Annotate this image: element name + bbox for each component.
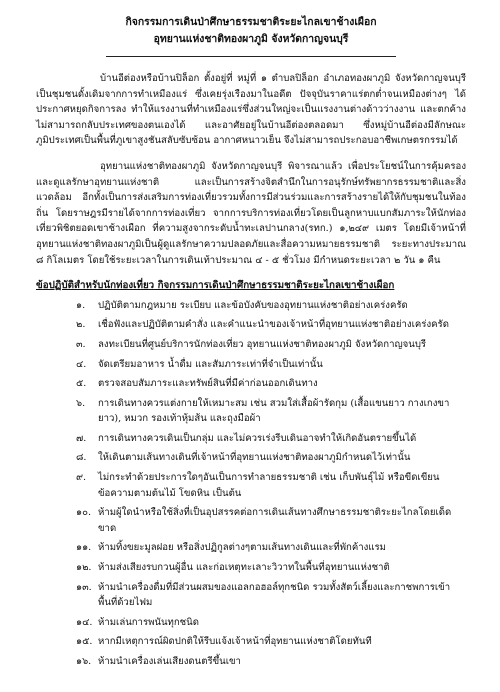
rule-text: จัดเตรียมอาหาร น้ำดื่ม และสัมภาระเท่าที่จำเป็นเท่านั้น — [98, 358, 323, 370]
park-paragraph: อุทยานแห่งชาติทองผาภูมิ จังหวัดกาญจนบุรี พิจารณาแล้ว เพื่อประโยชน์ในการคุ้มครองและดูแลรักษาอุทยานแห่งชาติ และเป็นการสร้างจิตสำนึกในการอนุรักษ์ทรัพยากรธรรมชาติและสิ่งแวดล้อม อีกทั้งเป็นการส่งเสริมการท่องเที่ยวรวมทั้งการมีส่วนร่วมและการสร้างรายได้ให้กับชุมชนในท้องถิ่น โดยราษฎรมีรายได้จากการท่องเที่ยว จากการบริการท่องเที่ยวโดยเป็นลูกหาบแบกสัมภาระให้นักท่องเที่ยวพิชิตยอดเขาช้างเผือก ที่ความสูงจากระดับน้ำทะเลปานกลาง(รทก.) ๑,๒๔๙ เมตร โดยมีเจ้าหน้าที่อุทยานแห่งชาติทองผาภูมิเป็นผู้ดูแลรักษาความปลอดภัยและสื่อความหมายธรรมชาติ ระยะทางประมาณ ๘ กิโลเมตร โดยใช้ระยะเวลาในการเดินเท้าประมาณ ๔ - ๕ ชั่วโมง มีกำหนดระยะเวลา ๒ วัน ๑ คืน — [36, 160, 466, 266]
rule-item — [76, 580, 466, 611]
rule-number: ๑๕. — [76, 636, 93, 648]
rule-item — [76, 540, 466, 556]
rule-item — [76, 298, 466, 314]
title-line-2: อุทยานแห่งชาติทองผาภูมิ จังหวัดกาญจนบุรี — [153, 33, 349, 45]
rule-number: ๗. — [76, 432, 87, 444]
document-title — [36, 14, 466, 48]
intro-paragraph: บ้านอีต่องหรือบ้านปิล็อก ตั้งอยู่ที่ หมู่ที่ ๑ ตำบลปิล็อก อำเภอทองผาภูมิ จังหวัดกาญจนบุรี เป็นชุมชนดั้งเดิมจากการทำเหมืองแร่ ซึ่งเคยรุ่งเรืองมาในอดีต ปัจจุบันราคาแร่ตกต่ำจนเหมืองต่างๆ ได้ประกาศหยุดกิจการลง ทำให้แรงงานที่ทำเหมืองแร่ซึ่งส่วนใหญ่จะเป็นแรงงานต่างด้าวว่างงาน และตกค้างไม่สามารถกลับประเทศของตนเองได้ และอาศัยอยู่ในบ้านอีต่องตลอดมา ซึ่งหมู่บ้านอีต่องมีลักษณะภูมิประเทศเป็นพื้นที่ภูเขาสูงชันสลับซับซ้อน อากาศหนาวเย็น จึงไม่สามารถประกอบอาชีพเกษตรกรรมได้ — [36, 73, 466, 147]
rule-text: ห้ามส่งเสียงรบกวนผู้อื่น และก่อเหตุทะเลาะวิวาทในพื้นที่อุทยานแห่งชาติ — [98, 562, 390, 574]
rule-item — [76, 317, 466, 333]
rule-number: ๑๑. — [76, 542, 92, 554]
rules-heading: ข้อปฏิบัติสำหรับนักท่องเที่ยว กิจกรรมการเดินป่าศึกษาธรรมชาติระยะไกลเขาช้างเผือก — [36, 280, 395, 292]
rule-text: การเดินทางควรแต่งกายให้เหมาะสม เช่น สวมใส่เสื้อผ้ารัดกุม (เสื้อแขนยาว กางเกงขายาว), หมวก รองเท้าหุ้มส้น และถุงมือผ้า — [98, 397, 450, 425]
rule-text: การเดินทางควรเดินเป็นกลุ่ม และไม่ควรเร่งรีบเดินอาจทำให้เกิดอันตรายขึ้นได้ — [98, 432, 417, 444]
rule-number: ๕. — [76, 378, 87, 390]
rule-number: ๑๐. — [76, 507, 91, 519]
rule-number: ๙. — [76, 472, 87, 484]
rule-text: เชื่อฟังและปฏิบัติตามคำสั่ง และคำแนะนำของเจ้าหน้าที่อุทยานแห่งชาติอย่างเคร่งครัด — [98, 319, 449, 331]
rule-number: ๒. — [76, 319, 86, 331]
rule-item — [76, 450, 466, 466]
title-divider — [106, 56, 396, 57]
rule-text: ให้เดินตามเส้นทางเดินที่เจ้าหน้าที่อุทยานแห่งชาติทองผาภูมิกำหนดไว้เท่านั้น — [98, 452, 411, 464]
rule-number: ๑๔. — [76, 616, 93, 628]
rule-text: ห้ามทิ้งขยะมูลฝอย หรือสิ่งปฏิกูลต่างๆตามเส้นทางเดินและที่พักค้างแรม — [98, 542, 387, 554]
rule-number: ๓. — [76, 338, 86, 350]
rule-item — [76, 470, 466, 501]
rule-text: หากมีเหตุการณ์ผิดปกติให้รีบแจ้งเจ้าหน้าที่อุทยานแห่งชาติโดยทันที — [98, 636, 372, 648]
rule-text: ห้ามนำเครื่องดื่มที่มีส่วนผสมของแอลกอฮอล์ทุกชนิด รวมทั้งสัตว์เลี้ยงและกาชพการเข้าพื้นที่ด้วยไฟม — [98, 581, 451, 609]
rule-item — [76, 654, 466, 670]
rule-text: ห้ามนำเครื่องเล่นเสียงดนตรีขึ้นเขา — [98, 656, 241, 667]
rules-list — [36, 298, 466, 670]
rule-item — [76, 396, 466, 427]
rule-item — [76, 560, 466, 576]
rule-item — [76, 634, 466, 650]
rule-text: ลงทะเบียนที่ศูนย์บริการนักท่องเที่ยว อุทยานแห่งชาติทองผาภูมิ จังหวัดกาญจนบุรี — [98, 338, 427, 350]
rule-item — [76, 337, 466, 353]
rule-number: ๑๓. — [76, 581, 92, 593]
rule-number: ๑๒. — [76, 562, 92, 574]
rule-text: ตรวจสอบสัมภาระและทรัพย์สินที่มีค่าก่อนออกเดินทาง — [98, 378, 318, 390]
rule-number: ๖. — [76, 397, 86, 409]
rule-item — [76, 615, 466, 631]
rule-text: ปฏิบัติตามกฎหมาย ระเบียบ และข้อบังคับของอุทยานแห่งชาติอย่างเคร่งครัด — [98, 299, 408, 311]
title-line-1: กิจกรรมการเดินป่าศึกษาธรรมชาติระยะไกลเขาช้างเผือก — [125, 16, 377, 28]
rule-text: ไม่กระทำด้วยประการใดๆอันเป็นการทำลายธรรมชาติ เช่น เก็บพันธุ์ไม้ หรือขีดเขียนข้อความตามต้นไม้ โขดหิน เป็นต้น — [98, 472, 440, 499]
rule-text: ห้ามเล่นการพนันทุกชนิด — [98, 616, 199, 628]
rule-item — [76, 357, 466, 373]
rule-number: ๔. — [76, 358, 87, 370]
rule-text: ห้ามผู้ใดนำหรือใช้สิ่งที่เป็นอุปสรรคต่อการเดินเส้นทางศึกษาธรรมชาติระยะไกลโดยเด็ดขาด — [98, 507, 452, 534]
rule-item — [76, 376, 466, 392]
rule-number: ๘. — [76, 452, 87, 464]
rule-number: ๑. — [76, 299, 86, 311]
rule-item — [76, 431, 466, 447]
rule-number: ๑๖. — [76, 656, 92, 667]
rule-item — [76, 505, 466, 536]
